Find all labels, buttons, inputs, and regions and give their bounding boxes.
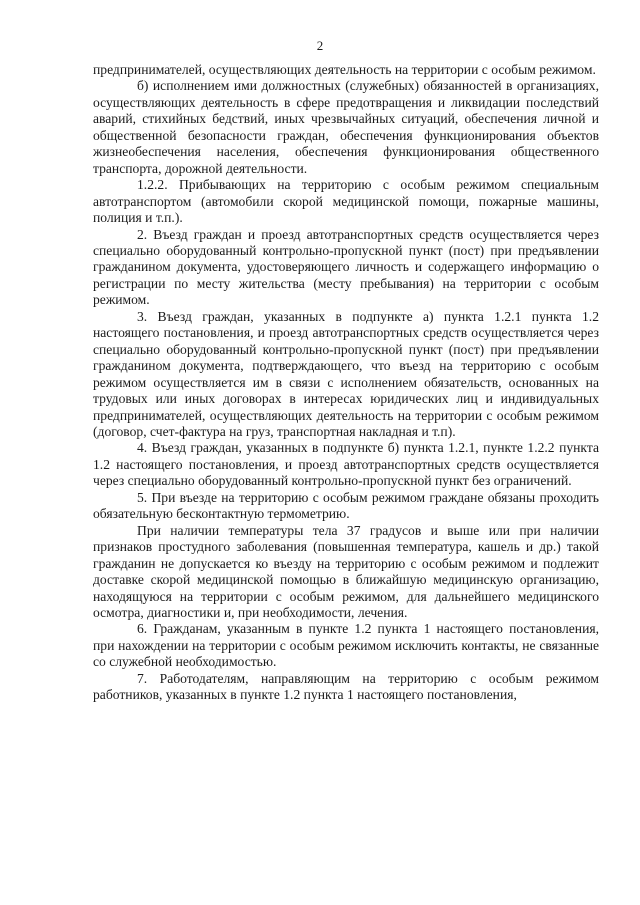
- page-number: 2: [316, 38, 324, 53]
- paragraph-5: 3. Въезд граждан, указанных в подпункте а) пункта 1.2.1 пункта 1.2 настоящего постановления, и проезд автотранспортных средств осуществляется через специально оборудованный контрольно-пропускной пункт (пост) при предъявлении гражданином документа, подтверждающего, что въезд на территорию с особым режимом осуществляется им в связи с исполнением обязательств, основанных на трудовых или иных договорах в интересах юридических лиц и индивидуальных предпринимателей, осуществляющих деятельность на территории с особым режимом (договор, счет-фактура на груз, транспортная накладная и т.п).: [93, 308, 599, 439]
- paragraph-3: 1.2.2. Прибывающих на территорию с особым режимом специальным автотранспортом (автомобили скорой медицинской помощи, пожарные машины, полиция и т.п.).: [93, 177, 599, 226]
- paragraph-4: 2. Въезд граждан и проезд автотранспортных средств осуществляется через специально оборудованный контрольно-пропускной пункт (пост) при предъявлении гражданином документа, удостоверяющего личность и содержащего информацию о регистрации по месту жительства (месту пребывания) на территории с особым режимом.: [93, 226, 599, 308]
- document-body: [93, 62, 599, 704]
- paragraph-9: 6. Гражданам, указанным в пункте 1.2 пункта 1 настоящего постановления, при нахождении на территории с особым режимом исключить контакты, не связанные со служебной необходимостью.: [93, 621, 599, 670]
- paragraph-2: б) исполнением ими должностных (служебных) обязанностей в организациях, осуществляющих деятельность в сфере предотвращения и ликвидации последствий аварий, стихийных бедствий, иных чрезвычайных ситуаций, обеспечения личной и общественной безопасности граждан, обеспечения функционирования объектов жизнеобеспечения населения, обеспечения функционирования общественного транспорта, дорожной деятельности.: [93, 78, 599, 176]
- paragraph-6: 4. Въезд граждан, указанных в подпункте б) пункта 1.2.1, пункте 1.2.2 пункта 1.2 настоящего постановления, и проезд автотранспортных средств осуществляется через специально оборудованный контрольно-пропускной пункт без ограничений.: [93, 440, 599, 489]
- paragraph-8: При наличии температуры тела 37 градусов и выше или при наличии признаков простудного заболевания (повышенная температура, кашель и др.) такой гражданин не допускается ко въезду на территорию с особым режимом и подлежит доставке скорой медицинской помощью в ближайшую медицинскую организацию, находящуюся на территории с особым режимом, для дальнейшего медицинского осмотра, диагностики и, при необходимости, лечения.: [93, 522, 599, 620]
- paragraph-7: 5. При въезде на территорию с особым режимом граждане обязаны проходить обязательную бесконтактную термометрию.: [93, 489, 599, 522]
- paragraph-1: предпринимателей, осуществляющих деятельность на территории с особым режимом.: [93, 62, 596, 77]
- paragraph-10: 7. Работодателям, направляющим на территорию с особым режимом работников, указанных в пункте 1.2 пункта 1 настоящего постановления,: [93, 670, 599, 703]
